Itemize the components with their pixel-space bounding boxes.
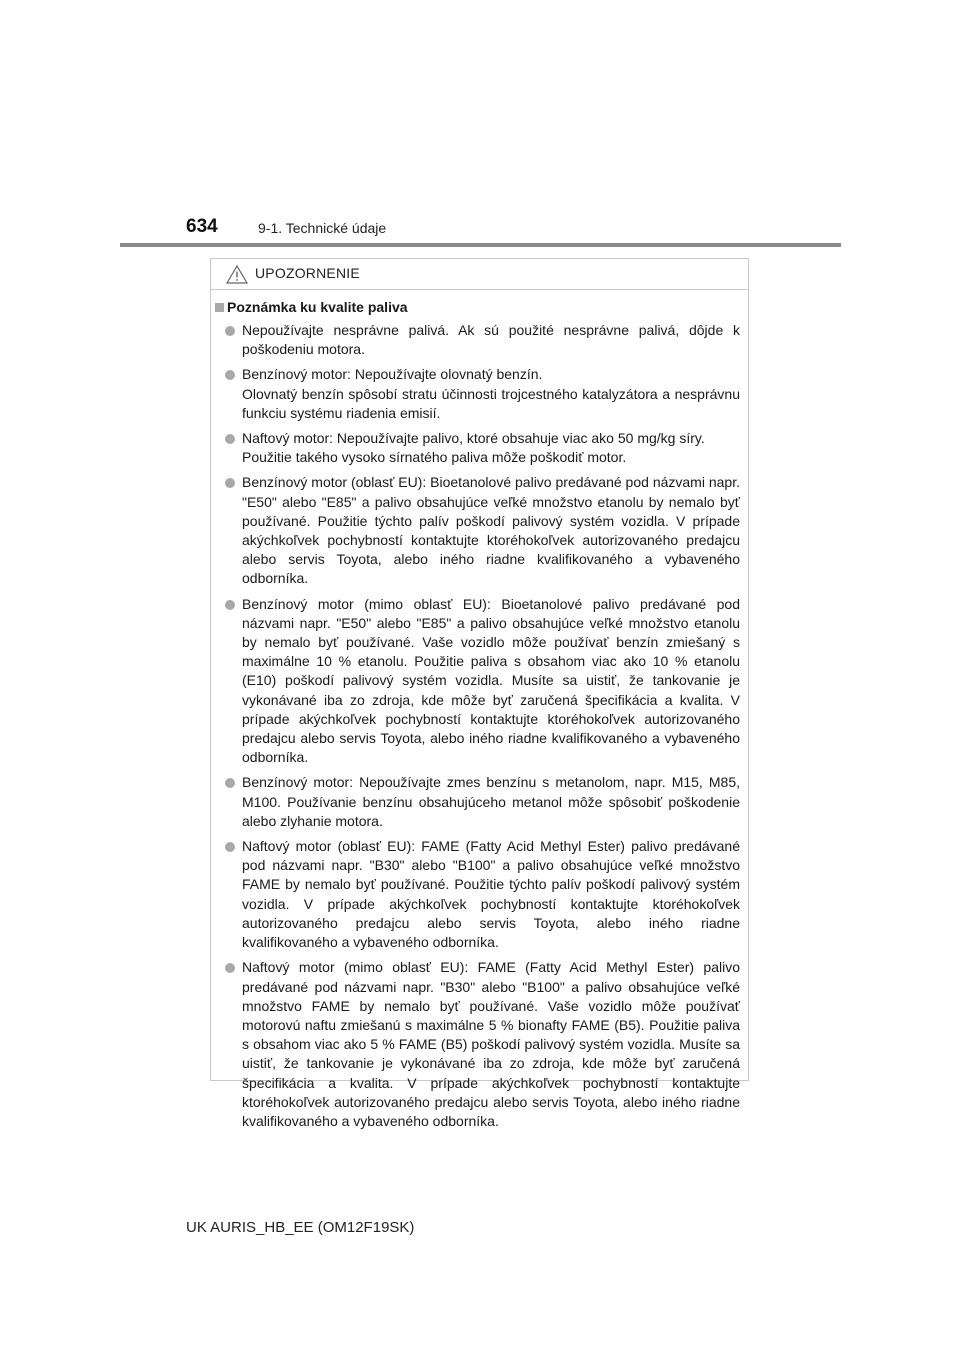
warning-list [211, 321, 748, 1131]
square-bullet-icon [215, 303, 224, 312]
bullet-icon [225, 326, 235, 336]
list-item-text: Použitie takého vysoko sírnatého paliva môže poškodiť motor. [242, 449, 627, 466]
header-rule [120, 243, 841, 247]
section-title: 9-1. Technické údaje [258, 220, 387, 236]
bullet-icon [225, 778, 235, 788]
warning-header [211, 259, 748, 290]
warning-triangle-icon [226, 265, 248, 284]
warning-content [211, 299, 748, 1137]
bullet-icon [225, 434, 235, 444]
list-item-text: Benzínový motor (oblasť EU): Bioetanolové palivo predávané pod názvami napr. "E50" alebo "E85" a palivo obsahujúce veľké množstvo etanolu by nemalo byť používané. Použitie týchto palív poškodí palivový systém vozidla. V prípade akýchkoľvek pochybností kontaktujte ktoréhokoľvek autorizovaného predajcu alebo servis Toyota, alebo iného riadne kvalifikovaného a vybaveného odborníka. [242, 474, 740, 587]
warning-box [210, 258, 749, 1129]
list-item-text: Naftový motor (mimo oblasť EU): FAME (Fatty Acid Methyl Ester) palivo predávané pod názvami napr. "B30" alebo "B100" a palivo obsahujúce veľké množstvo FAME by nemalo byť používané. Vaše vozidlo môže používať motorovú naftu zmiešanú s maximálne 5 % bionafty FAME (B5). Použitie paliva s obsahom viac ako 5 % FAME (B5) poškodí palivový systém vozidla. Musíte sa uistiť, že tankovanie je vykonávané iba zo zdroja, kde môže byť zaručená špecifikácia a kvalita. V prípade akýchkoľvek pochybností kontaktujte ktoréhokoľvek autorizovaného predajcu alebo servis Toyota, alebo iného riadne kvalifikovaného a vybaveného odborníka. [242, 959, 740, 1129]
list-item-text: Naftový motor (oblasť EU): FAME (Fatty Acid Methyl Ester) palivo predávané pod názvami napr. "B30" alebo "B100" a palivo obsahujúce veľké množstvo FAME by nemalo byť používané. Použitie týchto palív poškodí palivový systém vozidla. V prípade akýchkoľvek pochybností kontaktujte ktoréhokoľvek autorizovaného predajcu alebo servis Toyota, alebo iného riadne kvalifikovaného a vybaveného odborníka. [242, 838, 740, 951]
list-item [211, 365, 748, 423]
list-item-text: Benzínový motor: Nepoužívajte zmes benzínu s metanolom, napr. M15, M85, M100. Používanie benzínu obsahujúceho metanol môže spôsobiť poškodenie alebo zlyhanie motora. [242, 774, 740, 829]
warning-label: UPOZORNENIE [255, 265, 360, 281]
list-item [211, 321, 748, 359]
warning-subheading [215, 299, 748, 321]
model-code-footer: UK AURIS_HB_EE (OM12F19SK) [186, 1219, 415, 1236]
list-item [211, 773, 748, 831]
list-item-text: Benzínový motor: Nepoužívajte olovnatý benzín. [242, 366, 543, 383]
list-item [211, 837, 748, 952]
list-item-text: Naftový motor: Nepoužívajte palivo, ktoré obsahuje viac ako 50 mg/kg síry. [242, 430, 705, 447]
bullet-icon [225, 478, 235, 488]
list-item [211, 473, 748, 588]
list-item [211, 595, 748, 768]
bullet-icon [225, 600, 235, 610]
list-item [211, 429, 748, 467]
page-number: 634 [186, 216, 218, 237]
list-item-text: Olovnatý benzín spôsobí stratu účinnosti trojcestného katalyzátora a nesprávnu funkciu systému riadenia emisií. [242, 385, 740, 421]
bullet-icon [225, 842, 235, 852]
list-item-text: Benzínový motor (mimo oblasť EU): Bioetanolové palivo predávané pod názvami napr. "E50" alebo "E85" a palivo obsahujúce veľké množstvo etanolu by nemalo byť používané. Vaše vozidlo môže používať benzín zmiešaný s maximálne 10 % etanolu. Použitie paliva s obsahom viac ako 10 % etanolu (E10) poškodí palivový systém vozidla. Musíte sa uistiť, že tankovanie je vykonávané iba zo zdroja, kde môže byť zaručená špecifikácia a kvalita. V prípade akýchkoľvek pochybností kontaktujte ktoréhokoľvek autorizovaného predajcu alebo servis Toyota, alebo iného riadne kvalifikovaného a vybaveného odborníka. [242, 595, 740, 766]
subheading-text: Poznámka ku kvalite paliva [227, 299, 408, 315]
list-item-text: Nepoužívajte nesprávne palivá. Ak sú použité nesprávne palivá, dôjde k poškodeniu motora. [242, 322, 740, 358]
bullet-icon [225, 370, 235, 380]
list-item [211, 958, 748, 1131]
bullet-icon [225, 963, 235, 973]
